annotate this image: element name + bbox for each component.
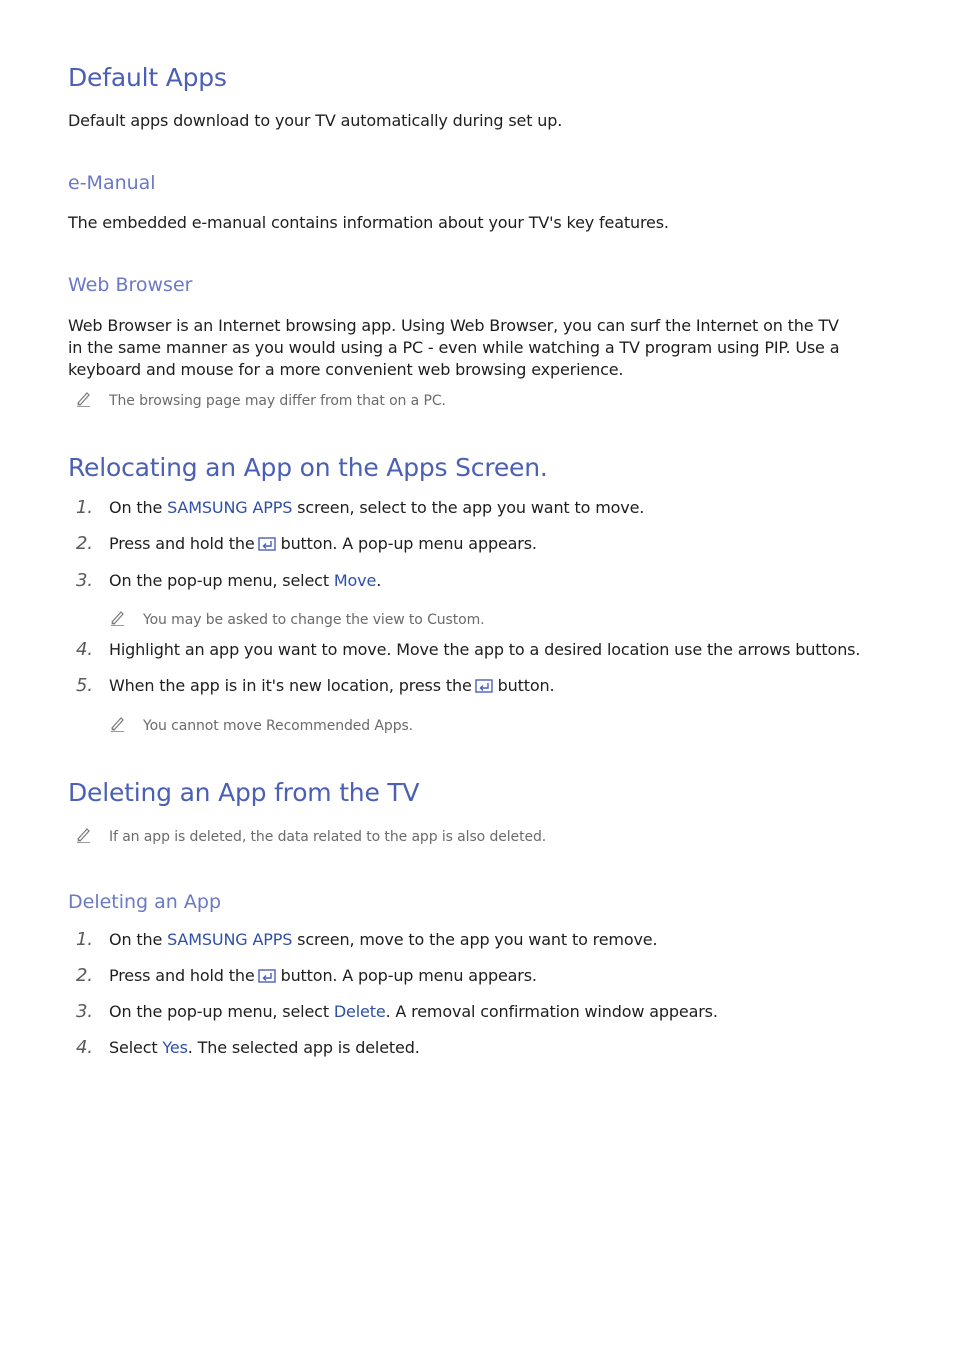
yes-label: Yes (162, 1038, 188, 1057)
samsung-apps-label: SAMSUNG APPS (167, 498, 293, 517)
step-number: 1. (76, 929, 93, 950)
e-manual-text: The embedded e-manual contains information about your TV's key features. (68, 213, 669, 232)
note-text: The browsing page may differ from that on a PC. (109, 393, 446, 409)
step-number: 4. (76, 639, 93, 660)
deleting-note (109, 829, 546, 845)
section-title-relocating: Relocating an App on the Apps Screen. (68, 453, 548, 482)
step-number: 2. (76, 533, 93, 554)
step-text: When the app is in it's new location, press the button. (109, 676, 555, 695)
step-text: Highlight an app you want to move. Move the app to a desired location use the arrows buttons. (109, 640, 861, 659)
delete-label: Delete (333, 1002, 386, 1021)
note-text: You cannot move Recommended Apps. (143, 718, 414, 734)
step-text: On the SAMSUNG APPS screen, select to the app you want to move. (109, 498, 645, 517)
step-number: 4. (76, 1037, 93, 1058)
pencil-icon (109, 714, 127, 732)
relocating-note-recommended (143, 718, 413, 734)
note-text: You may be asked to change the view to Custom. (143, 612, 485, 628)
samsung-apps-label: SAMSUNG APPS (167, 930, 293, 949)
subsection-title-web-browser: Web Browser (68, 274, 193, 296)
enter-button-icon (258, 968, 278, 984)
default-apps-intro: Default apps download to your TV automatically during set up. (68, 111, 563, 130)
step-number: 1. (76, 497, 93, 518)
step-text: Press and hold the button. A pop-up menu appears. (109, 534, 537, 553)
move-label: Move (333, 571, 377, 590)
subsection-title-e-manual: e-Manual (68, 172, 156, 194)
pencil-icon (75, 389, 93, 407)
step-text: On the pop-up menu, select Move. (109, 571, 382, 590)
step-text: Press and hold the button. A pop-up menu appears. (109, 966, 537, 985)
step-text: On the pop-up menu, select Delete. A removal confirmation window appears. (109, 1002, 718, 1021)
enter-button-icon (258, 536, 278, 552)
step-text: On the SAMSUNG APPS screen, move to the app you want to remove. (109, 930, 658, 949)
step-number: 3. (76, 570, 93, 591)
step-text: Select Yes. The selected app is deleted. (109, 1038, 420, 1057)
relocating-note-custom (143, 612, 485, 628)
web-browser-text: Web Browser is an Internet browsing app. Using Web Browser, you can surf the Internet on the TV in the same manner as you would using a PC - even while watching a TV program using PIP. Use a keyboard and mouse for a more convenient web browsing experience. (68, 316, 840, 379)
pencil-icon (75, 825, 93, 843)
section-title-deleting-from-tv: Deleting an App from the TV (68, 778, 420, 807)
enter-button-icon (475, 678, 495, 694)
step-number: 5. (76, 675, 93, 696)
web-browser-note (109, 393, 446, 409)
section-title-default-apps: Default Apps (68, 63, 227, 92)
subsection-title-deleting-an-app: Deleting an App (68, 891, 222, 913)
note-text: If an app is deleted, the data related to the app is also deleted. (109, 829, 547, 845)
pencil-icon (109, 608, 127, 626)
step-number: 2. (76, 965, 93, 986)
step-number: 3. (76, 1001, 93, 1022)
